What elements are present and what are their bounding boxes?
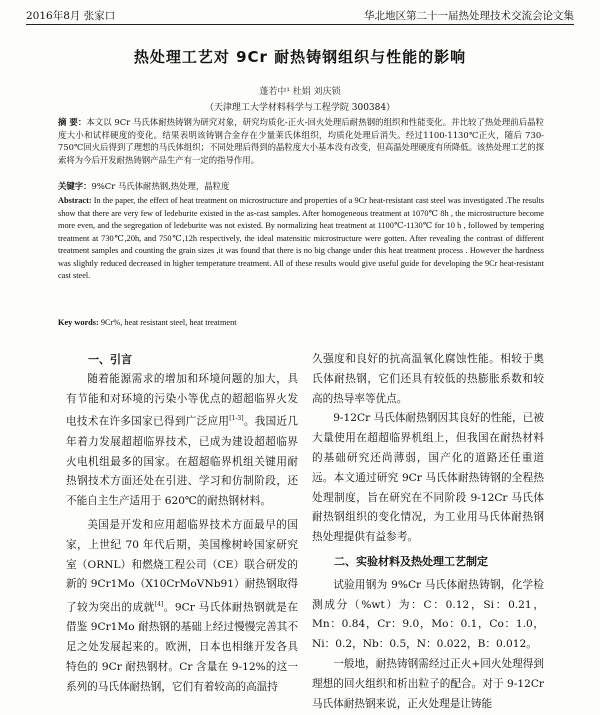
abstract-cn xyxy=(58,116,544,166)
body-paragraph xyxy=(66,516,298,698)
right-column xyxy=(312,350,544,714)
paragraph-text: 随着能源需求的增加和环境问题的加大，具有节能和对环境的污染小等优点的超超临界火发电技术在许多国家已得到广泛应用 xyxy=(66,372,298,428)
keywords-cn-text: 9%Cr 马氏体耐热钢,热处理，晶粒度 xyxy=(91,181,230,191)
section-heading-intro: 一、引言 xyxy=(88,353,132,366)
affiliation: （天津理工大学材料科学与工程学院 300384） xyxy=(204,103,396,113)
body-paragraph: 试验用钢为 9%Cr 马氏体耐热铸钢，化学检测成分（%wt）为：C：0.12，Si：0.21，Mn：0.84，Cr：9.0，Mo：0.1，Co：1.0，Ni：0.2，Nb：0.5，N：0.022，B：0.012。 xyxy=(312,578,544,651)
left-column xyxy=(66,350,298,698)
body-paragraph: 一般地，耐热铸钢需经过正火+回火处理得到理想的回火组织和析出粒子的配合。对于 9-12Cr 马氏体耐热钢来说，正火处理是让铸能 xyxy=(312,657,544,710)
keywords-en xyxy=(58,318,544,327)
paragraph-text: 。我国近几年着力发展超超临界技术，已成为建设超超临界火电机组最多的国家。在超超临界机组关键用耐热钢技术方面还处在引进、学习和仿制阶段，还不能自主生产适用于 620℃的耐热钢材料。 xyxy=(66,415,299,508)
citation: [1-3] xyxy=(229,415,244,423)
authors: 蓬若中¹ 杜娟 刘庆锁 xyxy=(259,87,341,97)
paragraph-text: 。9Cr 马氏体耐热钢就是在借鉴 9Cr1Mo 耐热钢的基础上经过慢慢完善其不足之处发展起来的。欧洲，日本也相继开发各具特色的 9Cr 耐热钢材。Cr 含量在 9-12%的这一系列的马氏体耐热钢，它们有着较高的高温持 xyxy=(66,601,298,693)
abstract-en-label: Abstract: xyxy=(58,196,92,205)
abstract-en-text: In the paper, the effect of heat treatment on microstructure and properties of a 9Cr heat-resistant cast steel was investigated .The results show that there are very few of ledeburite existed in the as-cast samples. After homogeneous treatment at 1070℃ 8h , the microstructure become more even, and the segregation of ledeburite was not existed. By normalizing heat treatment at 1100℃-1130℃ for 10 h , followed by tempering treatment at 730℃,20h, and 750℃,12h respectively, the ideal matensitic microstructure were gotten. After revealing the contrast of different treatment samples and counting the grain sizes ,it was found that there is no big change under this heat treatment process . However the hardness was slightly reduced decreased in higher temperature treatment. All of these results would give useful guide for developing the 9Cr heat-resistant cast steel. xyxy=(58,196,544,280)
header-right: 华北地区第二十一届热处理技术交流会论文集 xyxy=(364,10,574,22)
header-divider xyxy=(26,24,574,25)
citation: [4] xyxy=(154,601,164,609)
section-heading-materials: 二、实验材料及热处理工艺制定 xyxy=(334,554,488,568)
keywords-en-text: 9Cr%, heat resistant steel, heat treatment xyxy=(100,318,237,327)
header-left: 2016年8月 张家口 xyxy=(26,10,116,22)
abstract-en xyxy=(58,195,544,283)
abstract-cn-text: 本文以 9Cr 马氏体耐热铸钢为研究对象，研究均质化-正火-回火处理后耐热钢的组织和性能变化。并比较了热处理前后晶粒度大小和试样硬度的变化。结果表明该铸钢合金存在少量莱氏体组织，均质化处理后消失。经过1100-1130℃正火，随后 730-750℃回火后得到了理想的马氏体组织；不同处理后得到的晶粒度大小基本没有改变，但高温处理硬度有所降低。该热处理工艺的探索将为今后开发耐热铸钢产品生产有一定的指导作用。 xyxy=(58,117,544,165)
paragraph-text: 美国是开发和应用超临界技术方面最早的国家，上世纪 70 年代后期，美国橡树岭国家研究室（ORNL）和燃烧工程公司（CE）联合研发的新的 9Cr1Mo（X10CrMoVNb91）耐热钢取得了较为突出的成就 xyxy=(66,518,298,614)
body-paragraph xyxy=(66,370,298,512)
abstract-cn-label: 摘 要： xyxy=(58,117,87,127)
keywords-cn xyxy=(58,180,544,193)
keywords-en-label: Key words: xyxy=(58,318,99,327)
body-paragraph: 9-12Cr 马氏体耐热钢因其良好的性能，已被大量使用在超超临界机组上，但我国在耐热材料的基础研究还尚薄弱，国产化的道路还任重道远。本文通过研究 9Cr 马氏体耐热铸钢的全程热处理制度，旨在研究在不同阶段 9-12Cr 马氏体耐热钢组织的变化情况，为工业用马氏体耐热钢热处理提供有益参考。 xyxy=(312,412,544,544)
paper-title: 热处理工艺对 9Cr 耐热铸钢组织与性能的影响 xyxy=(133,48,467,66)
keywords-cn-label: 关键字： xyxy=(58,181,92,191)
body-paragraph: 久强度和良好的抗高温氧化腐蚀性能。相较于奥氏体耐热钢，它们还具有较低的热膨胀系数和较高的热导率等优点。 xyxy=(312,353,544,405)
running-header xyxy=(26,8,574,22)
